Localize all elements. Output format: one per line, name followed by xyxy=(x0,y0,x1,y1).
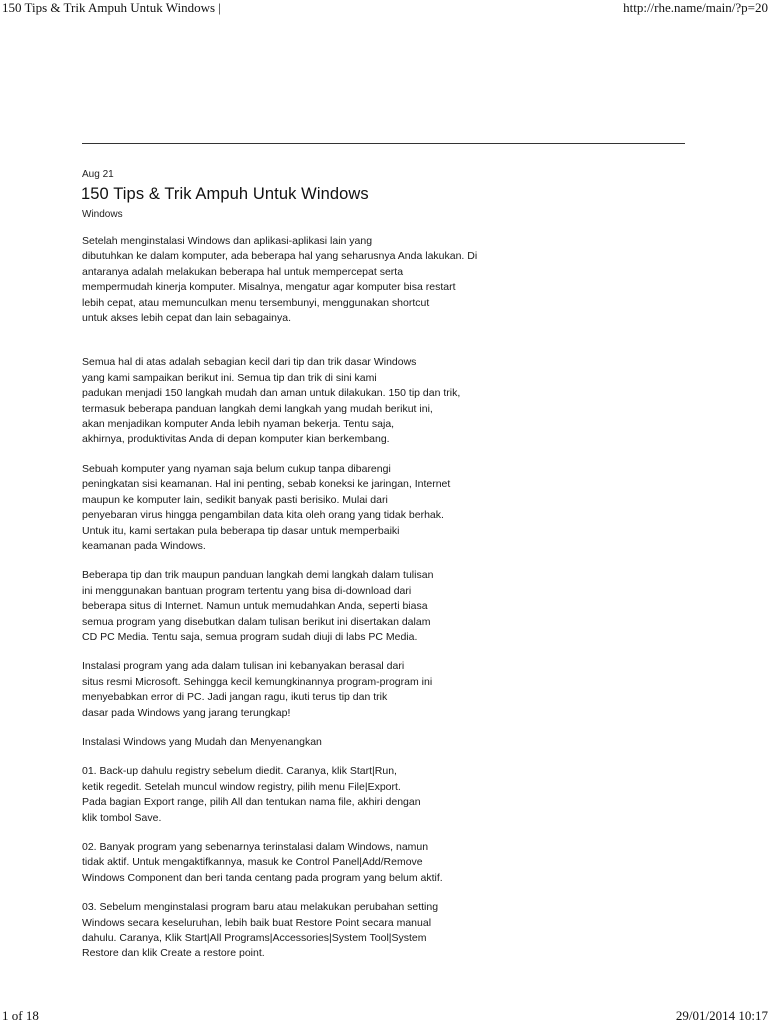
text-line: Sebuah komputer yang nyaman saja belum cukup tanpa dibarengi xyxy=(82,462,391,475)
print-footer-timestamp: 29/01/2014 10:17 xyxy=(675,1008,768,1023)
section-heading xyxy=(82,735,532,750)
paragraph-programs xyxy=(82,568,532,645)
paragraph-intro xyxy=(82,234,532,326)
text-line: maupun ke komputer lain, sedikit banyak pasti berisiko. Mulai dari xyxy=(82,493,388,506)
text-line: CD PC Media. Tentu saja, semua program sudah diuji di labs PC Media. xyxy=(82,630,418,643)
text-line: padukan menjadi 150 langkah mudah dan aman untuk dilakukan. 150 tip dan trik, xyxy=(82,387,461,400)
text-line: dibutuhkan ke dalam komputer, ada beberapa hal yang seharusnya Anda lakukan. Di xyxy=(82,250,478,263)
text-line: mempermudah kinerja komputer. Misalnya, mengatur agar komputer bisa restart xyxy=(82,281,456,294)
post-content xyxy=(82,234,532,976)
text-line: akhirnya, produktivitas Anda di depan komputer kian berkembang. xyxy=(82,433,390,446)
post-category[interactable]: Windows xyxy=(82,209,123,220)
text-line: peningkatan sisi keamanan. Hal ini penting, sebab koneksi ke jaringan, Internet xyxy=(82,478,451,491)
text-line: klik tombol Save. xyxy=(82,811,162,824)
text-line: 03. Sebelum menginstalasi program baru atau melakukan perubahan setting xyxy=(82,901,439,914)
text-line: Instalasi program yang ada dalam tulisan ini kebanyakan berasal dari xyxy=(82,660,405,673)
post-title: 150 Tips & Trik Ampuh Untuk Windows xyxy=(81,185,369,203)
text-line: Instalasi Windows yang Mudah dan Menyenangkan xyxy=(82,735,322,748)
tip-03 xyxy=(82,900,532,962)
tip-02 xyxy=(82,840,532,886)
text-line: lebih cepat, atau memunculkan menu tersembunyi, menggunakan shortcut xyxy=(82,296,430,309)
text-line: Windows secara keseluruhan, lebih baik buat Restore Point secara manual xyxy=(82,916,432,929)
text-line: Setelah menginstalasi Windows dan aplikasi-aplikasi lain yang xyxy=(82,235,373,247)
text-line: semua program yang disebutkan dalam tulisan berikut ini disertakan dalam xyxy=(82,615,431,628)
post-date: Aug 21 xyxy=(82,169,114,180)
text-line: yang kami sampaikan berikut ini. Semua tip dan trik di sini kami xyxy=(82,371,377,384)
text-line: tidak aktif. Untuk mengaktifkannya, masuk ke Control Panel|Add/Remove xyxy=(82,856,423,869)
paragraph-security xyxy=(82,462,532,554)
text-line: 01. Back-up dahulu registry sebelum diedit. Caranya, klik Start|Run, xyxy=(82,765,397,778)
paragraph-microsoft xyxy=(82,659,532,721)
text-line: menyebabkan error di PC. Jadi jangan ragu, ikuti terus tip dan trik xyxy=(82,691,388,704)
text-line: ketik regedit. Setelah muncul window registry, pilih menu File|Export. xyxy=(82,780,401,793)
text-line: situs resmi Microsoft. Sehingga kecil kemungkinannya program-program ini xyxy=(82,675,433,688)
text-line: 02. Banyak program yang sebenarnya terinstalasi dalam Windows, namun xyxy=(82,841,429,853)
print-footer-page: 1 of 18 xyxy=(2,1008,39,1023)
text-line: beberapa situs di Internet. Namun untuk memudahkan Anda, seperti biasa xyxy=(82,600,428,613)
text-line: untuk akses lebih cepat dan lain sebagainya. xyxy=(82,312,291,325)
paragraph-summary xyxy=(82,355,532,447)
text-line: Beberapa tip dan trik maupun panduan langkah demi langkah dalam tulisan xyxy=(82,569,434,582)
text-line: penyebaran virus hingga pengambilan data kita oleh orang yang tidak berhak. xyxy=(82,509,444,522)
text-line: dasar pada Windows yang jarang terungkap! xyxy=(82,706,291,719)
text-line: Semua hal di atas adalah sebagian kecil dari tip dan trik dasar Windows xyxy=(82,356,417,369)
text-line: dahulu. Caranya, Klik Start|All Programs|Accessories|System Tool|System xyxy=(82,932,427,945)
text-line: Windows Component dan beri tanda centang pada program yang belum aktif. xyxy=(82,871,443,884)
text-line: Untuk itu, kami sertakan pula beberapa tip dasar untuk memperbaiki xyxy=(82,524,400,537)
header-divider xyxy=(82,143,685,144)
text-line: akan menjadikan komputer Anda lebih nyaman bekerja. Tentu saja, xyxy=(82,418,395,431)
tip-01 xyxy=(82,764,532,826)
text-line: Restore dan klik Create a restore point. xyxy=(82,947,265,960)
text-line: termasuk beberapa panduan langkah demi langkah yang mudah berikut ini, xyxy=(82,402,433,415)
text-line: Pada bagian Export range, pilih All dan tentukan nama file, akhiri dengan xyxy=(82,796,421,809)
text-line: antaranya adalah melakukan beberapa hal untuk mempercepat serta xyxy=(82,265,404,278)
print-header-title: 150 Tips & Trik Ampuh Untuk Windows | xyxy=(2,0,221,15)
text-line: ini menggunakan bantuan program tertentu yang bisa di-download dari xyxy=(82,584,412,597)
text-line: keamanan pada Windows. xyxy=(82,539,206,552)
print-header-url[interactable]: http://rhe.name/main/?p=20 xyxy=(623,0,768,15)
